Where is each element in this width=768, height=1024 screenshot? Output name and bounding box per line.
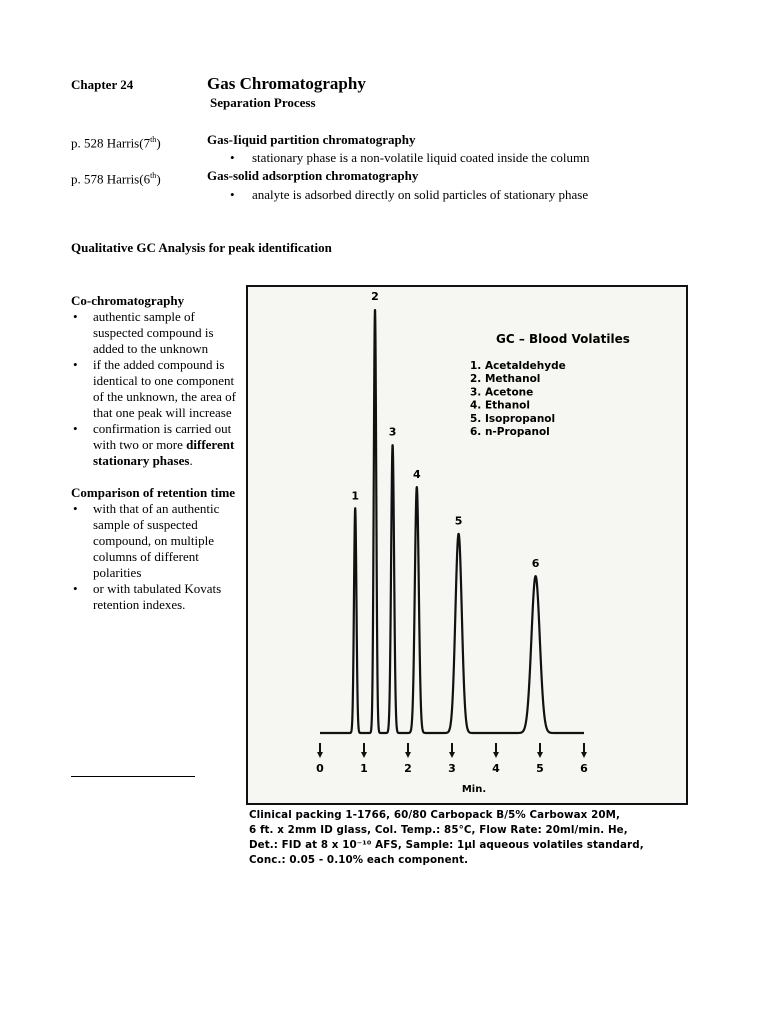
bullet-text: analyte is adsorbed directly on solid particles of stationary phase <box>252 187 589 202</box>
chapter-subtitle: Separation Process <box>210 95 316 110</box>
x-tick-label: 3 <box>448 762 456 775</box>
bullet-dot: • <box>73 421 78 436</box>
x-tick-label: 6 <box>580 762 588 775</box>
chart-caption <box>249 808 699 868</box>
list-item <box>71 309 236 357</box>
x-tick-arrow <box>581 752 587 758</box>
x-tick-arrow <box>361 752 367 758</box>
list-item-text: authentic sample of suspected compound is added to the unknown <box>93 309 214 356</box>
list-item <box>71 357 236 421</box>
bullet-text: stationary phase is a non-volatile liquid coated inside the column <box>252 150 590 165</box>
x-axis-label: Min. <box>461 784 487 795</box>
section-1-title: Gas-Iiquid partition chromatography <box>207 132 416 147</box>
retention-list <box>71 501 236 613</box>
x-tick-label: 2 <box>404 762 412 775</box>
list-item-text: confirmation is carried out with two or more <box>93 421 232 452</box>
chromatogram-trace <box>320 310 584 733</box>
ref-suffix: ) <box>156 135 161 151</box>
chart-title: GC – Blood Volatiles <box>496 332 630 346</box>
left-column <box>71 293 236 613</box>
bullet-dot: • <box>73 501 78 516</box>
section-2-title: Gas-solid adsorption chromatography <box>207 168 419 183</box>
co-chromatography-list <box>71 309 236 469</box>
peak-label: 6 <box>531 557 540 571</box>
list-item-suffix: . <box>189 453 193 468</box>
peak-label: 5 <box>454 514 463 528</box>
x-tick-label: 1 <box>360 762 368 775</box>
x-tick-label: 4 <box>492 762 500 775</box>
list-item-text: with that of an authentic sample of suspected compound, on multiple columns of different polarities <box>93 501 220 580</box>
caption-line: Det.: FID at 8 x 10⁻¹⁰ AFS, Sample: 1μl aqueous volatiles standard, <box>249 839 644 851</box>
caption-line: Conc.: 0.05 - 0.10% each component. <box>249 854 469 866</box>
peak-label: 1 <box>351 489 360 503</box>
caption-line: Clinical packing 1-1766, 60/80 Carbopack B/5% Carbowax 20M, <box>249 809 620 821</box>
list-item-text: or with tabulated Kovats retention indexes. <box>93 581 222 612</box>
x-tick-arrow <box>493 752 499 758</box>
bullet-dot: • <box>73 581 78 596</box>
chapter-title: Gas Chromatography <box>207 74 366 93</box>
ref-prefix: p. 528 Harris(7 <box>71 135 151 151</box>
ref-sup: th <box>150 135 157 144</box>
bullet-dot: • <box>230 150 235 165</box>
qualitative-heading: Qualitative GC Analysis for peak identification <box>71 240 332 255</box>
x-tick-arrow <box>537 752 543 758</box>
list-item <box>71 501 236 581</box>
retention-heading: Comparison of retention time <box>71 485 236 500</box>
x-tick-label: 5 <box>536 762 544 775</box>
footnote-rule <box>71 776 195 777</box>
bullet-dot: • <box>73 309 78 324</box>
section-1-reference <box>71 132 161 151</box>
chromatogram-figure <box>246 285 688 805</box>
bullet-dot: • <box>230 187 235 202</box>
legend-entry: 3. Acetone <box>470 386 534 399</box>
ref-suffix: ) <box>156 171 161 187</box>
list-item-bold-text: different stationary phases <box>93 437 235 468</box>
x-tick-label: 0 <box>316 762 324 775</box>
x-tick-arrow <box>317 752 323 758</box>
peak-label: 3 <box>388 425 397 439</box>
chapter-label: Chapter 24 <box>71 77 134 92</box>
caption-line: 6 ft. x 2mm ID glass, Col. Temp.: 85°C, Flow Rate: 20ml/min. He, <box>249 824 628 836</box>
peak-label: 2 <box>371 290 379 303</box>
bullet-dot: • <box>73 357 78 372</box>
legend-entry: 5. Isopropanol <box>470 412 556 425</box>
chromatogram-chart <box>248 287 686 803</box>
list-item <box>71 421 236 469</box>
section-2-reference <box>71 168 161 187</box>
x-tick-arrow <box>405 752 411 758</box>
ref-prefix: p. 578 Harris(6 <box>71 171 151 187</box>
legend-entry: 2. Methanol <box>470 373 541 386</box>
legend-entry: 6. n-Propanol <box>470 426 550 438</box>
x-tick-arrow <box>449 752 455 758</box>
ref-sup: th <box>150 171 157 180</box>
list-item <box>71 581 236 613</box>
peak-label: 4 <box>412 468 421 482</box>
co-chromatography-heading: Co-chromatography <box>71 293 185 308</box>
list-item-text: if the added compound is identical to one component of the unknown, the area of that one peak will increase <box>93 357 236 420</box>
legend-entry: 1. Acetaldehyde <box>470 360 566 372</box>
legend-entry: 4. Ethanol <box>470 399 530 412</box>
